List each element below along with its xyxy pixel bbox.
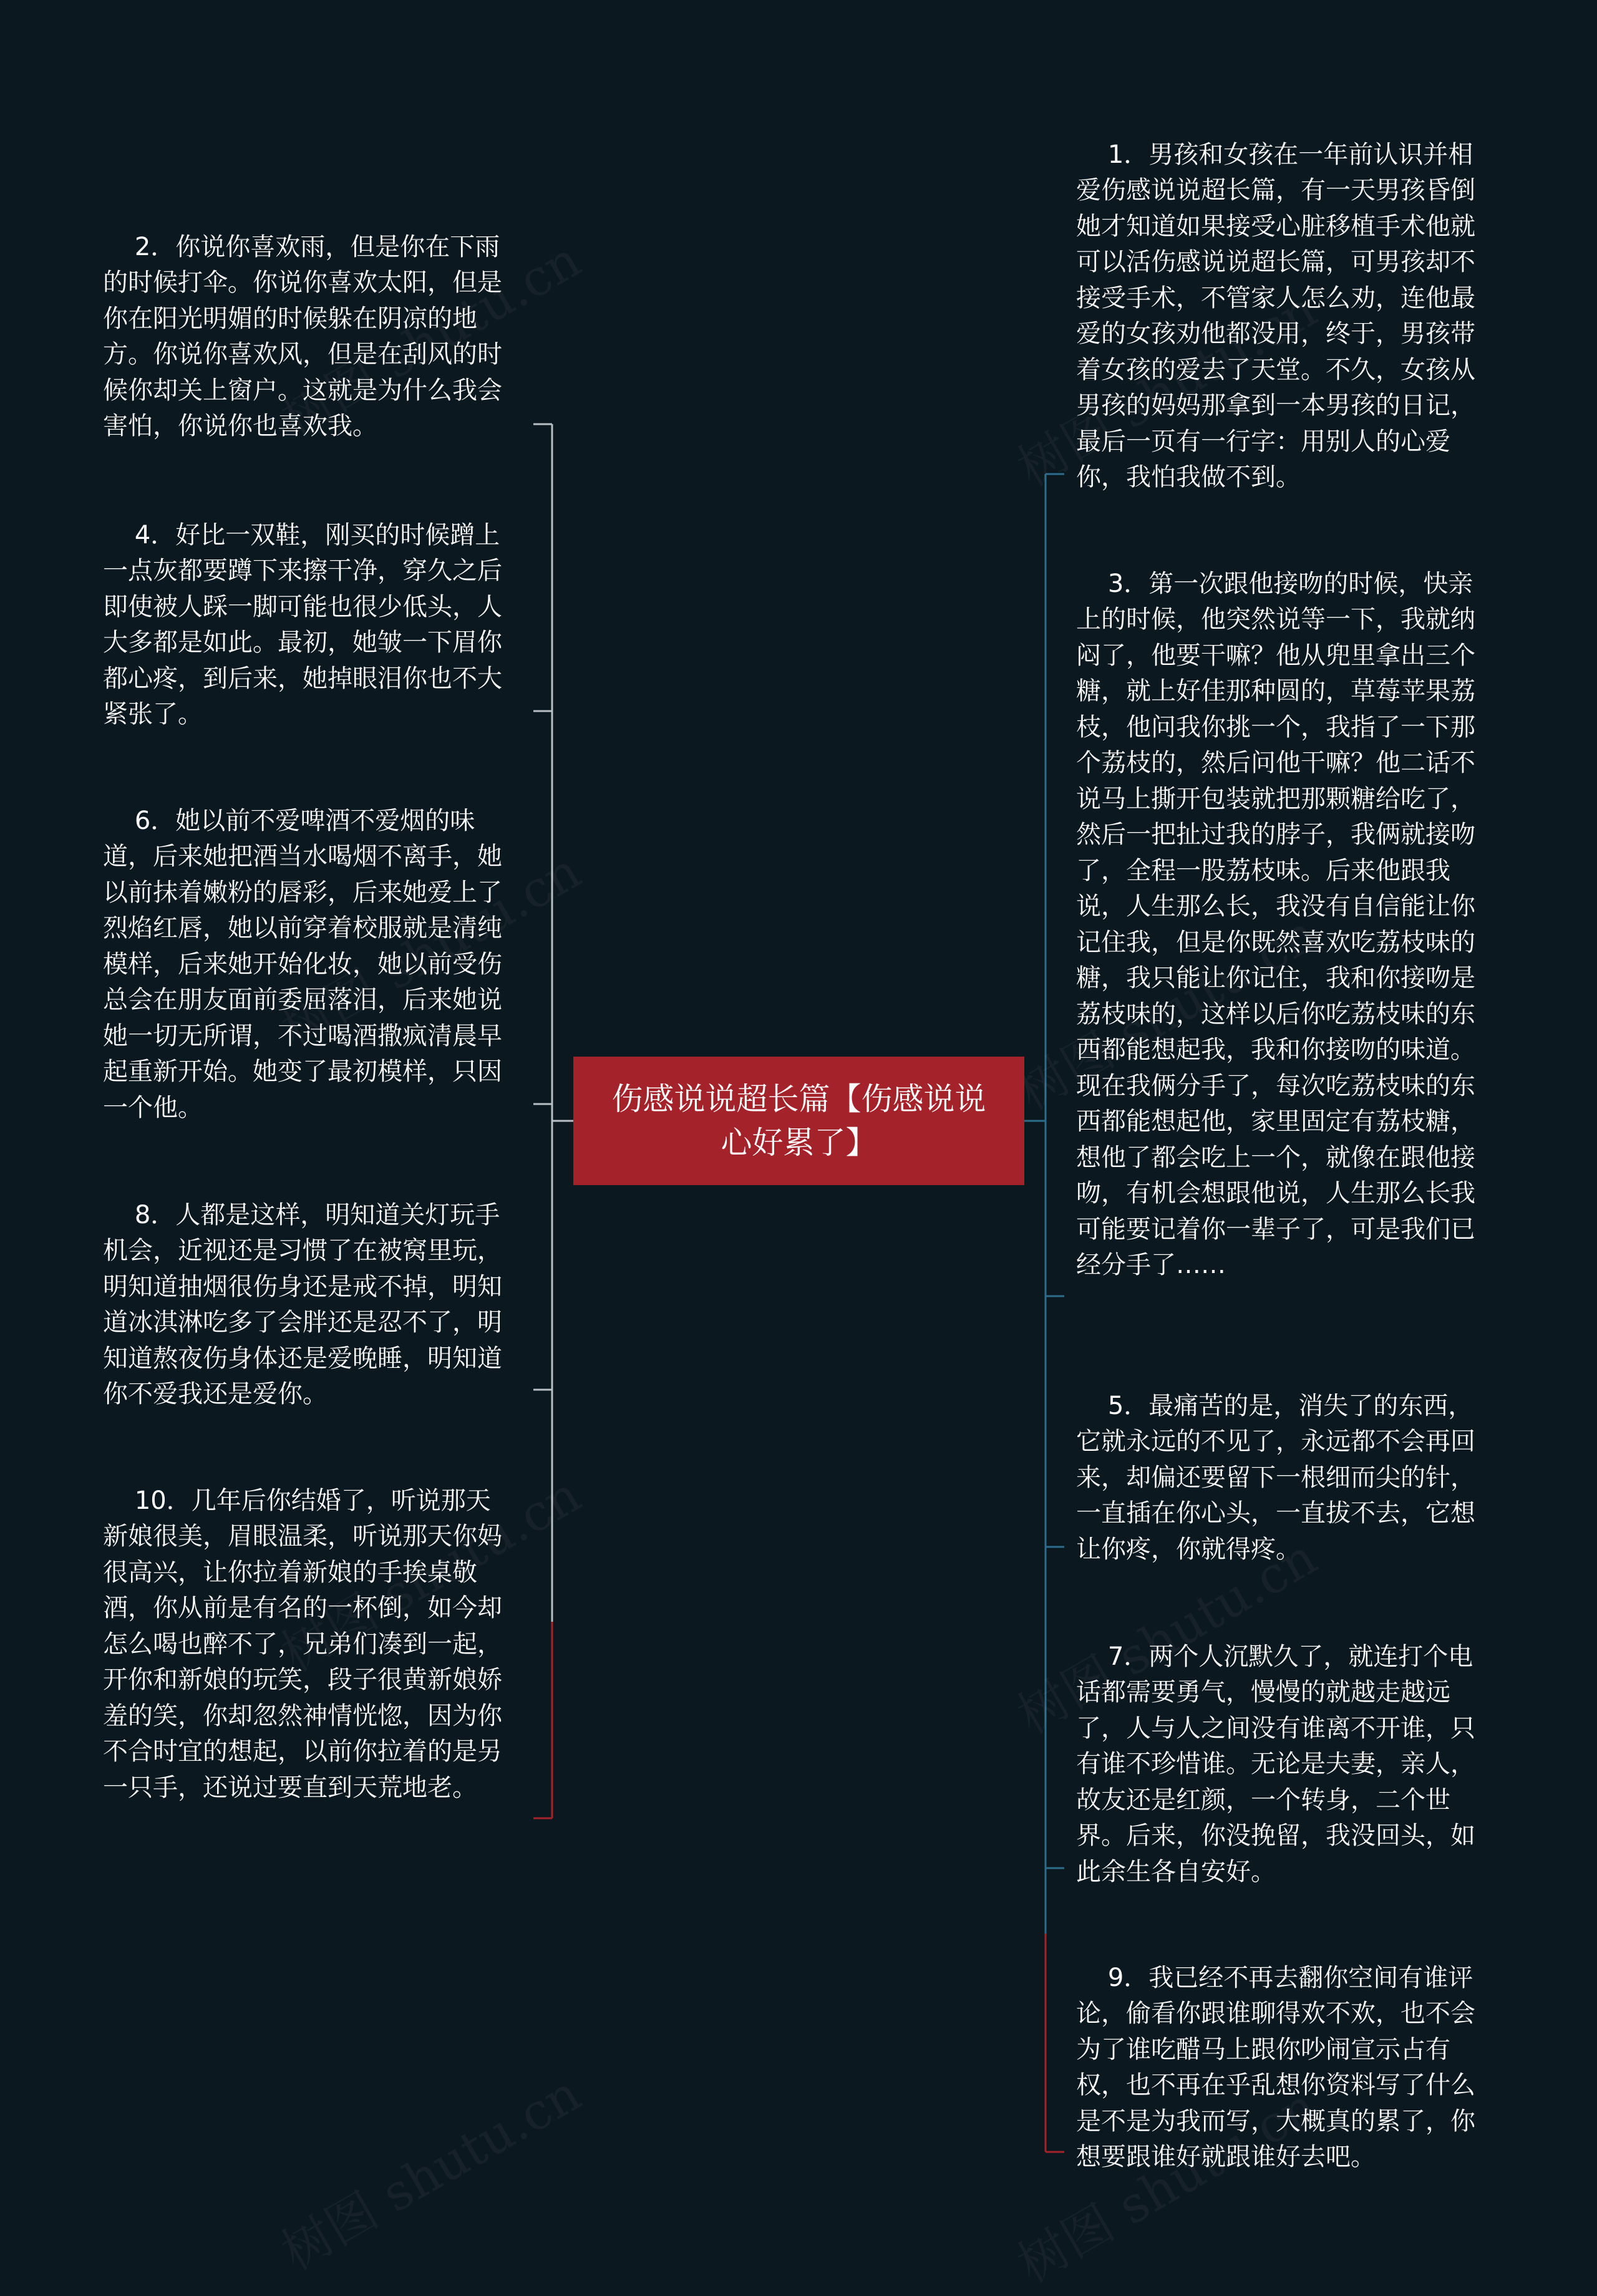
left-node-2[interactable] xyxy=(103,193,508,480)
node-text: 9．我已经不再去翻你空间有谁评论，偷看你跟谁聊得欢不欢，也不会为了谁吃醋马上跟你吵闹宣示占有权，也不再在乎乱想你资料写了什么是不是为我而写，大概真的累了，你想要跟谁好就跟谁好去吧。 xyxy=(1076,1963,1475,2171)
left-node-6[interactable] xyxy=(103,767,508,1162)
node-text: 3．第一次跟他接吻的时候，快亲上的时候，他突然说等一下，我就纳闷了，他要干嘛？他从兜里拿出三个糖，就上好佳那种圆的，草莓苹果荔枝，他问我你挑一个，我指了一下那个荔枝的，然后问他干嘛？他二话不说马上撕开包装就把那颗糖给吃了，然后一把扯过我的脖子，我俩就接吻了，全程一股荔枝味。后来他跟我说，人生那么长，我没有自信能让你记住我，但是你既然喜欢吃荔枝味的糖，我只能让你记住，我和你接吻是荔枝味的，这样以后你吃荔枝味的东西都能想起我，我和你接吻的味道。现在我俩分手了，每次吃荔枝味的东西都能想起他，家里固定有荔枝糖，想他了都会吃上一个，就像在跟他接吻，有机会想跟他说，人生那么长我可能要记着你一辈子了，可是我们已经分手了…… xyxy=(1076,569,1475,1279)
node-text: 4．好比一双鞋，刚买的时候蹭上一点灰都要蹲下来擦干净，穿久之后即使被人踩一脚可能也很少低头，人大多都是如此。最初，她皱一下眉你都心疼，到后来，她掉眼泪你也不大紧张了。 xyxy=(103,520,502,729)
node-text: 1．男孩和女孩在一年前认识并相爱伤感说说超长篇，有一天男孩昏倒她才知道如果接受心脏移植手术他就可以活伤感说说超长篇，可男孩却不接受手术，不管家人怎么劝，连他最爱的女孩劝他都没用，终于，男孩带着女孩的爱去了天堂。不久，女孩从男孩的妈妈那拿到一本男孩的日记，最后一页有一行字：用别人的心爱你，我怕我做不到。 xyxy=(1076,140,1475,492)
node-text: 5．最痛苦的是，消失了的东西，它就永远的不见了，永远都不会再回来，却偏还要留下一根细而尖的针，一直插在你心头，一直拔不去，它想让你疼，你就得疼。 xyxy=(1076,1391,1475,1564)
node-text: 8．人都是这样，明知道关灯玩手机会，近视还是习惯了在被窝里玩，明知道抽烟很伤身还是戒不掉，明知道冰淇淋吃多了会胖还是忍不了，明知道熬夜伤身体还是爱晚睡，明知道你不爱我还是爱你。 xyxy=(103,1200,502,1408)
left-node-8[interactable] xyxy=(103,1161,508,1448)
left-node-4[interactable] xyxy=(103,482,508,768)
right-node-9[interactable] xyxy=(1076,1924,1494,2211)
right-node-7[interactable] xyxy=(1076,1603,1494,1926)
center-topic[interactable] xyxy=(573,1057,1024,1185)
node-text: 7．两个人沉默久了，就连打个电话都需要勇气，慢慢的就越走越远了，人与人之间没有谁离不开谁，只有谁不珍惜谁。无论是夫妻，亲人，故友还是红颜，一个转身，二个世界。后来，你没挽留，我没回头，如此余生各自安好。 xyxy=(1076,1642,1475,1886)
right-node-5[interactable] xyxy=(1076,1352,1494,1604)
node-text: 6．她以前不爱啤酒不爱烟的味道，后来她把酒当水喝烟不离手，她以前抹着嫩粉的唇彩，后来她爱上了烈焰红唇，她以前穿着校服就是清纯模样，后来她开始化妆，她以前受伤总会在朋友面前委屈落泪，后来她说她一切无所谓，不过喝酒撒疯清晨早起重新开始。她变了最初模样，只因一个他。 xyxy=(103,806,502,1122)
node-text: 10．几年后你结婚了，听说那天新娘很美，眉眼温柔，听说那天你妈很高兴，让你拉着新娘的手挨桌敬酒，你从前是有名的一杯倒，如今却怎么喝也醉不了，兄弟们凑到一起，开你和新娘的玩笑，段子很黄新娘娇羞的笑，你却忽然神情恍惚，因为你不合时宜的想起，以前你拉着的是另一只手，还说过要直到天荒地老。 xyxy=(103,1486,502,1802)
center-topic-label: 伤感说说超长篇【伤感说说心好累了】 xyxy=(611,1081,986,1161)
left-node-10[interactable] xyxy=(103,1447,508,1842)
node-text: 2．你说你喜欢雨，但是你在下雨的时候打伞。你说你喜欢太阳，但是你在阳光明媚的时候躲在阴凉的地方。你说你喜欢风，但是在刮风的时候你却关上窗户。这就是为什么我会害怕，你说你也喜欢我。 xyxy=(103,232,502,440)
right-node-1[interactable] xyxy=(1076,101,1494,531)
right-node-3[interactable] xyxy=(1076,530,1494,1319)
